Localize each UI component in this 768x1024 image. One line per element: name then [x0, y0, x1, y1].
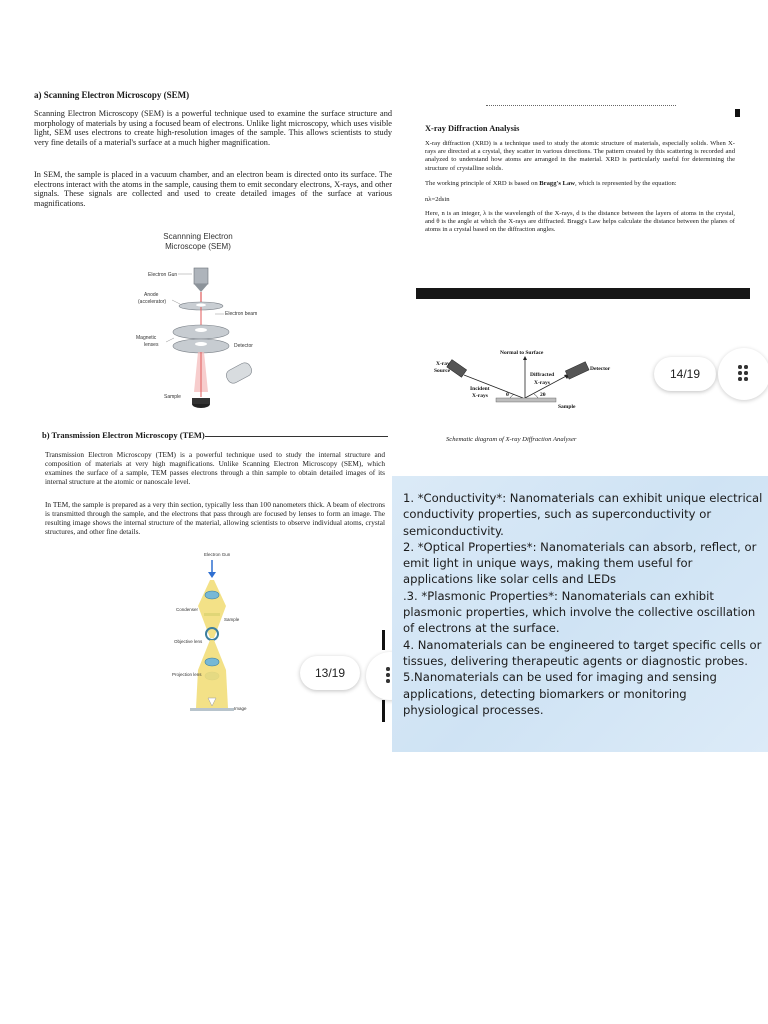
sem-label-magnetic: Magnetic [136, 335, 157, 341]
sem-label-detector: Detector [234, 343, 253, 349]
properties-text: 1. *Conductivity*: Nanomaterials can exhibit unique electrical conductivity properties, such as superconductivity or semiconductivity. 2. *Optical Properties*: Nanomaterials can absorb, reflect, or emit light in unique ways, making them useful for applications like solar cells and LEDs .3. *Plasmonic Properties*: Nanomaterials can exhibit plasmonic properties, which involve the collective oscillation of electrons at the surface. 4. Nanomaterials can be engineered to target specific cells or tissues, delivering therapeutic agents or diagnostic probes. 5.Nanomaterials can be used for imaging and sensing applications, detecting biomarkers or monitoring physiological processes. [403, 491, 763, 717]
xrd-label-two-theta: 2θ [540, 392, 546, 398]
xrd-label-xray: X-ray [436, 361, 450, 367]
tem-paragraph-2: In TEM, the sample is prepared as a very thin section, typically less than 100 nanometers thick. A beam of electrons is transmitted through the sample, and the electrons that pass through are focused by lenses to form an image. The resulting image shows the internal structure of the material, allowing scientists to observe individual atoms, crystal structures, and other fine details. [45, 500, 385, 536]
scroll-bar-left-2[interactable] [382, 700, 385, 722]
xrd-paragraph-2: The working principle of XRD is based on Bragg's Law, which is represented by the equation: [425, 180, 677, 187]
sem-label-anode: Anode [144, 292, 159, 298]
tem-heading: b) Transmission Electron Microscopy (TEM) [42, 430, 205, 440]
sem-heading: a) Scanning Electron Microscopy (SEM) [34, 90, 190, 100]
xrd-label-xrays: X-rays [534, 380, 550, 386]
sem-diagram-title: Scannning Electron Microscope (SEM) [163, 232, 233, 251]
tem-label-condenser: Condenser [176, 607, 199, 612]
sem-label-sample: Sample [164, 394, 181, 400]
xrd-label-incident: Incident [470, 386, 490, 392]
xrd-top-fragment [486, 105, 676, 108]
sem-paragraph-2: In SEM, the sample is placed in a vacuum chamber, and an electron beam is directed onto its surface. The electrons interact with the atoms in the sample, causing them to emit secondary electrons, X-rays, and other signals. These signals are collected and used to create detailed images of the surface at various magnifications. [34, 170, 392, 208]
xrd-paragraph-1: X-ray diffraction (XRD) is a technique used to study the atomic structure of materials, especially solids. When X-rays are directed at a crystal, they scatter in various directions. The pattern created by this scattering is recorded and analyzed to understand how atoms are arranged in the material. XRD is particularly useful for determining the structure of crystalline solids. [425, 140, 735, 172]
tem-label-projection-lens: Projection lens [172, 672, 202, 677]
xrd-caption: Schematic diagram of X-ray Diffraction Analyser [446, 436, 577, 443]
xrd-diagram [430, 350, 620, 430]
xrd-equation: nλ=2dsin [425, 196, 450, 203]
tem-label-objective-lens: Objective lens [174, 639, 203, 644]
sem-label-electron-beam: Electron beam [225, 311, 258, 317]
tem-label-image: Image [234, 706, 247, 711]
tem-diagram-drawing [168, 550, 258, 720]
xrd-label-source: Source [434, 368, 451, 374]
sem-label-lenses: lenses [144, 342, 159, 348]
xrd-label-diffracted: Diffracted [530, 372, 555, 378]
tem-paragraph-1: Transmission Electron Microscopy (TEM) is a powerful technique used to study the internal structure and composition of materials at very high magnifications. Unlike Scanning Electron Microscopy (SEM), which examines the surface of a sample, TEM passes electrons through a thin sample to obtain detailed images of its internal structure at the atomic or nanoscale level. [45, 450, 385, 486]
black-bar [416, 288, 750, 299]
sem-diagram [130, 232, 290, 422]
sem-paragraph-1: Scanning Electron Microscopy (SEM) is a powerful technique used to examine the surface structure and morphology of materials by using a focused beam of electrons. Unlike light microscopy, which uses visible light, SEM uses electrons to create high-resolution images of the sample. This allows scientists to study very fine details of a material's surface at a much higher magnification. [34, 109, 392, 147]
xrd-diagram-drawing [430, 350, 620, 430]
page-indicator-left: 13/19 [300, 656, 360, 690]
xrd-label-theta: θ [506, 392, 509, 398]
xrd-top-mark [735, 109, 740, 117]
page-menu-button-right[interactable] [718, 348, 768, 400]
scroll-bar-left[interactable] [382, 630, 385, 650]
xrd-label-normal: Normal to Surface [500, 350, 544, 356]
tem-label-electron-gun: Electron Gun [204, 552, 231, 557]
sem-diagram-drawing [130, 232, 290, 422]
tem-label-sample: Sample [224, 617, 240, 622]
xrd-label-sample: Sample [558, 404, 576, 410]
sem-label-accelerator: (accelerator) [138, 299, 167, 305]
sem-label-electron-gun: Electron Gun [148, 272, 178, 278]
xrd-label-incident-xrays: X-rays [472, 393, 488, 399]
xrd-paragraph-3: Here, n is an integer, λ is the wavelength of the X-rays, d is the distance between the layers of atoms in the crystal, and θ is the angle at which the X-rays are diffracted. Bragg's Law helps calculate the distance between the planes of atoms in a crystal based on the diffraction angles. [425, 210, 735, 234]
tem-diagram [168, 550, 258, 720]
xrd-label-detector: Detector [590, 366, 611, 372]
page-indicator-right: 14/19 [654, 357, 716, 391]
xrd-heading: X-ray Diffraction Analysis [425, 124, 520, 133]
